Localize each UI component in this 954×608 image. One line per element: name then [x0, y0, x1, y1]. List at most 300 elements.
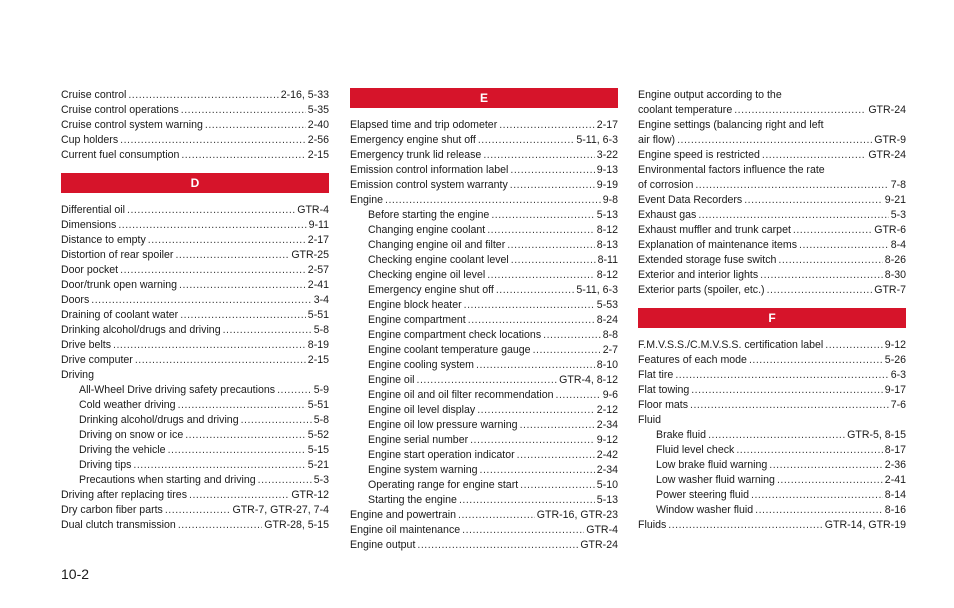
- dot-leader: [459, 493, 595, 508]
- index-entry: [350, 148, 618, 163]
- dot-leader: [511, 253, 596, 268]
- dot-leader: [118, 218, 306, 233]
- index-entry: [638, 428, 906, 443]
- entry-term: Flat towing: [638, 384, 690, 396]
- entry-term: Emergency trunk lid release: [350, 149, 482, 161]
- index-entry: [61, 148, 329, 163]
- entry-term: Distortion of rear spoiler: [61, 249, 174, 261]
- entry-term: Driving on snow or ice: [79, 429, 184, 441]
- index-entry: [638, 458, 906, 473]
- dot-leader: [675, 368, 888, 383]
- entry-term: Emergency engine shut off: [350, 134, 476, 146]
- entry-term: Elapsed time and trip odometer: [350, 119, 498, 131]
- entry-term: Changing engine oil and filter: [368, 239, 506, 251]
- entry-term: Engine and powertrain: [350, 509, 457, 521]
- section-letter-e: E: [350, 88, 618, 108]
- dot-leader: [480, 463, 595, 478]
- dot-leader: [165, 503, 231, 518]
- entry-term: Engine cooling system: [368, 359, 474, 371]
- dot-leader: [189, 488, 289, 503]
- index-entry: [61, 473, 329, 488]
- entry-term: Floor mats: [638, 399, 689, 411]
- index-entry: [350, 238, 618, 253]
- dot-leader: [691, 383, 883, 398]
- entry-page-ref: GTR-4, 8-12: [559, 374, 618, 386]
- dot-leader: [677, 133, 872, 148]
- entry-page-ref: 5-11, 6-3: [576, 134, 618, 146]
- entry-page-ref: 5-13: [596, 209, 618, 221]
- index-entry: [61, 293, 329, 308]
- dot-leader: [223, 323, 312, 338]
- dot-leader: [734, 103, 866, 118]
- entry-term: Driving after replacing tires: [61, 489, 187, 501]
- entry-page-ref: 8-11: [597, 254, 618, 266]
- dot-leader: [458, 508, 535, 523]
- entry-page-ref: GTR-7, GTR-27, 7-4: [232, 504, 329, 516]
- entries-e-cont-1: [638, 103, 906, 118]
- entry-page-ref: 5-8: [313, 324, 329, 336]
- index-entry: [638, 518, 906, 533]
- entry-term: Fluid level check: [656, 444, 735, 456]
- dot-leader: [476, 358, 595, 373]
- index-entry: [61, 278, 329, 293]
- entry-page-ref: 2-17: [596, 119, 618, 131]
- entry-page-ref: 2-40: [307, 119, 329, 131]
- entry-page-ref: 8-19: [307, 339, 329, 351]
- entry-page-ref: 3-4: [313, 294, 329, 306]
- index-entry: [61, 398, 329, 413]
- entry-term: Drinking alcohol/drugs and driving: [61, 324, 221, 336]
- entry-page-ref: 5-51: [307, 309, 329, 321]
- entry-term: Current fuel consumption: [61, 149, 180, 161]
- entry-page-ref: GTR-9: [874, 134, 906, 146]
- entry-page-ref: 8-30: [884, 269, 906, 281]
- entry-term: Dry carbon fiber parts: [61, 504, 163, 516]
- entry-page-ref: 5-35: [307, 104, 329, 116]
- entry-page-ref: 5-51: [307, 399, 329, 411]
- dot-leader: [496, 283, 575, 298]
- dot-leader: [185, 428, 306, 443]
- index-entry: [638, 283, 906, 298]
- entry-page-ref: 8-26: [884, 254, 906, 266]
- entry-page-ref: 8-4: [890, 239, 906, 251]
- entry-page-ref: 5-9: [313, 384, 329, 396]
- entry-term: Exhaust muffler and trunk carpet: [638, 224, 791, 236]
- entries-e: [350, 118, 618, 553]
- entry-page-ref: 9-11: [308, 219, 329, 231]
- entry-page-ref: GTR-6: [874, 224, 906, 236]
- entry-term: Fluids: [638, 519, 667, 531]
- dot-leader: [533, 343, 601, 358]
- index-entry: [638, 443, 906, 458]
- entry-term: Engine speed is restricted: [638, 149, 760, 161]
- entry-page-ref: GTR-16, GTR-23: [536, 509, 618, 521]
- entry-page-ref: 2-7: [602, 344, 618, 356]
- index-entry: [638, 103, 906, 118]
- entry-page-ref: GTR-28, 5-15: [264, 519, 329, 531]
- dot-leader: [478, 133, 575, 148]
- entry-page-ref: 5-52: [307, 429, 329, 441]
- entry-page-ref: 2-36: [884, 459, 906, 471]
- entry-page-ref: 8-8: [602, 329, 618, 341]
- entry-term: Differential oil: [61, 204, 125, 216]
- index-entry: [638, 223, 906, 238]
- dot-leader: [113, 338, 306, 353]
- entry-term: Drinking alcohol/drugs and driving: [79, 414, 239, 426]
- index-entry: [61, 133, 329, 148]
- entry-term: Engine output: [350, 539, 416, 551]
- entry-page-ref: 5-26: [884, 354, 906, 366]
- entry-page-ref: GTR-4: [297, 204, 329, 216]
- entry-page-ref: 5-53: [596, 299, 618, 311]
- dot-leader: [487, 268, 595, 283]
- entry-term: Engine compartment check locations: [368, 329, 542, 341]
- index-entry: [638, 383, 906, 398]
- entry-page-ref: 5-21: [307, 459, 329, 471]
- entry-term: Low brake fluid warning: [656, 459, 768, 471]
- index-entry: [350, 508, 618, 523]
- index-entry: [61, 323, 329, 338]
- entry-term: Window washer fluid: [656, 504, 754, 516]
- entry-term: Flat tire: [638, 369, 674, 381]
- index-entry: [350, 448, 618, 463]
- entry-term: Doors: [61, 294, 90, 306]
- index-entry: [350, 193, 618, 208]
- entry-term: Draining of coolant water: [61, 309, 179, 321]
- index-entry: [61, 118, 329, 133]
- dot-leader: [464, 298, 595, 313]
- entry-term: Exhaust gas: [638, 209, 697, 221]
- entry-page-ref: 5-13: [596, 494, 618, 506]
- index-entry: [350, 373, 618, 388]
- entry-term: coolant temperature: [638, 104, 733, 116]
- index-entry: [61, 308, 329, 323]
- entry-term: Engine oil: [368, 374, 415, 386]
- index-entry: [61, 218, 329, 233]
- dot-leader: [241, 413, 312, 428]
- entry-page-ref: 5-10: [596, 479, 618, 491]
- index-entry: [350, 313, 618, 328]
- dot-leader: [462, 523, 584, 538]
- index-entry: [350, 493, 618, 508]
- entry-term: of corrosion: [638, 179, 694, 191]
- entry-term: Engine oil and oil filter recommendation: [368, 389, 554, 401]
- dot-leader: [507, 238, 595, 253]
- dot-leader: [127, 203, 295, 218]
- index-entry: [350, 268, 618, 283]
- entry-term: Before starting the engine: [368, 209, 490, 221]
- entry-term: Changing engine coolant: [368, 224, 486, 236]
- entry-page-ref: 5-11, 6-3: [576, 284, 618, 296]
- entry-page-ref: 3-22: [596, 149, 618, 161]
- entry-page-ref: 5-15: [307, 444, 329, 456]
- entry-page-ref: 2-41: [307, 279, 329, 291]
- dot-leader: [385, 193, 601, 208]
- entry-term: Exterior parts (spoiler, etc.): [638, 284, 765, 296]
- index-entry: [638, 503, 906, 518]
- dot-leader: [556, 388, 601, 403]
- entry-page-ref: 9-8: [602, 194, 618, 206]
- index-column-1: [61, 88, 329, 533]
- entry-page-ref: GTR-25: [291, 249, 329, 261]
- entry-term: Cruise control: [61, 89, 127, 101]
- dot-leader: [751, 488, 883, 503]
- index-entry: [350, 253, 618, 268]
- dot-leader: [91, 293, 311, 308]
- index-entry: [61, 88, 329, 103]
- entry-term: Dimensions: [61, 219, 117, 231]
- entry-page-ref: 9-21: [884, 194, 906, 206]
- entry-page-ref: 8-16: [884, 504, 906, 516]
- dot-leader: [793, 223, 872, 238]
- index-entry: [61, 103, 329, 118]
- index-entry: [350, 298, 618, 313]
- dot-leader: [205, 118, 306, 133]
- entry-term: Extended storage fuse switch: [638, 254, 777, 266]
- entry-page-ref: 2-15: [307, 354, 329, 366]
- index-entry: [350, 358, 618, 373]
- dot-leader: [258, 473, 312, 488]
- entry-page-ref: GTR-24: [580, 539, 618, 551]
- entry-term: Distance to empty: [61, 234, 146, 246]
- entry-page-ref: GTR-24: [868, 149, 906, 161]
- entries-e-cont-3: [638, 178, 906, 298]
- index-entry: [61, 248, 329, 263]
- dot-leader: [491, 208, 594, 223]
- index-entry: [638, 178, 906, 193]
- entry-page-ref: 2-16, 5-33: [280, 89, 329, 101]
- entry-term: Cruise control system warning: [61, 119, 203, 131]
- index-entry: [638, 338, 906, 353]
- dot-leader: [698, 208, 888, 223]
- index-entry: [61, 203, 329, 218]
- dot-leader: [178, 398, 306, 413]
- index-entry: [350, 418, 618, 433]
- entry-term: Cruise control operations: [61, 104, 179, 116]
- index-entry: [350, 283, 618, 298]
- entry-page-ref: 5-3: [890, 209, 906, 221]
- dot-leader: [181, 103, 306, 118]
- entry-term: Cold weather driving: [79, 399, 176, 411]
- entry-term: F.M.V.S.S./C.M.V.S.S. certification label: [638, 339, 824, 351]
- index-entry: [638, 368, 906, 383]
- dot-leader: [520, 478, 595, 493]
- dot-leader: [760, 268, 883, 283]
- index-entry: [61, 263, 329, 278]
- dot-leader: [777, 473, 883, 488]
- entry-term: Driving the vehicle: [79, 444, 166, 456]
- index-entry: [61, 443, 329, 458]
- entry-term: Engine serial number: [368, 434, 469, 446]
- dot-leader: [178, 518, 262, 533]
- entry-page-ref: 2-42: [596, 449, 618, 461]
- entry-term: Checking engine coolant level: [368, 254, 509, 266]
- entry-term: Engine block heater: [368, 299, 462, 311]
- entry-page-ref: GTR-12: [291, 489, 329, 501]
- entry-page-ref: 7-8: [890, 179, 906, 191]
- entry-term: Emergency engine shut off: [368, 284, 494, 296]
- dot-leader: [168, 443, 306, 458]
- index-entry-heading: Engine output according to the: [638, 89, 782, 101]
- dot-leader: [417, 538, 578, 553]
- entry-page-ref: GTR-5, 8-15: [847, 429, 906, 441]
- entry-page-ref: 2-34: [596, 464, 618, 476]
- index-entry: [638, 268, 906, 283]
- index-entry: [638, 488, 906, 503]
- entry-page-ref: 2-56: [307, 134, 329, 146]
- index-entry: [638, 253, 906, 268]
- dot-leader: [120, 133, 306, 148]
- entry-page-ref: 8-13: [596, 239, 618, 251]
- dot-leader: [148, 233, 306, 248]
- index-entry: [350, 523, 618, 538]
- entry-page-ref: 9-12: [596, 434, 618, 446]
- index-entry: [638, 398, 906, 413]
- dot-leader: [179, 278, 306, 293]
- entry-page-ref: 9-6: [602, 389, 618, 401]
- entry-page-ref: 2-41: [884, 474, 906, 486]
- index-entry: [638, 473, 906, 488]
- section-letter-d: D: [61, 173, 329, 193]
- index-entry: [350, 328, 618, 343]
- dot-leader: [799, 238, 889, 253]
- entry-term: Drive computer: [61, 354, 133, 366]
- index-entry: [350, 178, 618, 193]
- index-entry: [638, 133, 906, 148]
- entry-page-ref: 9-13: [596, 164, 618, 176]
- dot-leader: [744, 193, 883, 208]
- entry-term: Emission control system warranty: [350, 179, 508, 191]
- dot-leader: [778, 253, 882, 268]
- entry-term: Engine compartment: [368, 314, 466, 326]
- entry-page-ref: 2-15: [307, 149, 329, 161]
- entries-f: [638, 338, 906, 533]
- dot-leader: [468, 313, 595, 328]
- entry-term: Cup holders: [61, 134, 119, 146]
- index-entry: [61, 353, 329, 368]
- dot-leader: [708, 428, 845, 443]
- index-entry: [61, 503, 329, 518]
- entry-term: Engine: [350, 194, 383, 206]
- entry-term: Exterior and interior lights: [638, 269, 759, 281]
- dot-leader: [517, 448, 595, 463]
- index-entry: [61, 413, 329, 428]
- index-column-2: [350, 88, 618, 553]
- index-entry: [61, 458, 329, 473]
- entry-term: Operating range for engine start: [368, 479, 519, 491]
- dot-leader: [483, 148, 594, 163]
- index-column-3: [638, 88, 906, 533]
- entry-term: Door/trunk open warning: [61, 279, 178, 291]
- dot-leader: [510, 178, 595, 193]
- dot-leader: [690, 398, 889, 413]
- dot-leader: [470, 433, 595, 448]
- entry-page-ref: 8-14: [884, 489, 906, 501]
- entries-e-cont-2: [638, 133, 906, 163]
- dot-leader: [736, 443, 882, 458]
- entry-term: Engine oil low pressure warning: [368, 419, 518, 431]
- entry-page-ref: 5-8: [313, 414, 329, 426]
- index-entry: [350, 118, 618, 133]
- entry-term: Features of each mode: [638, 354, 747, 366]
- page-number: 10-2: [61, 566, 90, 582]
- index-entry: [61, 518, 329, 533]
- index-entry: [350, 463, 618, 478]
- index-entry: [638, 238, 906, 253]
- entry-page-ref: 8-12: [596, 269, 618, 281]
- dot-leader: [277, 383, 312, 398]
- entry-term: Emission control information label: [350, 164, 509, 176]
- index-entry: [350, 223, 618, 238]
- entry-term: All-Wheel Drive driving safety precautions: [79, 384, 276, 396]
- index-entry: [350, 163, 618, 178]
- entry-term: Engine system warning: [368, 464, 478, 476]
- entry-page-ref: 2-34: [596, 419, 618, 431]
- entry-term: Door pocket: [61, 264, 119, 276]
- dot-leader: [767, 283, 873, 298]
- index-entry: [638, 413, 906, 428]
- index-entry: [350, 388, 618, 403]
- entry-page-ref: 6-3: [890, 369, 906, 381]
- entry-term: Explanation of maintenance items: [638, 239, 797, 251]
- entry-page-ref: 8-17: [884, 444, 906, 456]
- index-entry: [350, 538, 618, 553]
- index-entry-heading: Engine settings (balancing right and left: [638, 119, 824, 131]
- entry-page-ref: 8-10: [596, 359, 618, 371]
- dot-leader: [762, 148, 866, 163]
- dot-leader: [175, 248, 289, 263]
- entry-term: Power steering fluid: [656, 489, 750, 501]
- entry-page-ref: GTR-24: [868, 104, 906, 116]
- entry-page-ref: 2-17: [307, 234, 329, 246]
- index-entry: [350, 208, 618, 223]
- index-entry: [350, 478, 618, 493]
- entry-term: Low washer fluid warning: [656, 474, 775, 486]
- dot-leader: [543, 328, 601, 343]
- index-entry-heading: Environmental factors influence the rate: [638, 164, 825, 176]
- index-entry: [638, 193, 906, 208]
- dot-leader: [825, 338, 883, 353]
- entry-term: air flow): [638, 134, 676, 146]
- entry-page-ref: 8-12: [596, 224, 618, 236]
- entry-page-ref: 9-19: [596, 179, 618, 191]
- dot-leader: [180, 308, 306, 323]
- dot-leader: [133, 458, 305, 473]
- entry-page-ref: 8-24: [596, 314, 618, 326]
- dot-leader: [755, 503, 883, 518]
- entries-c: [61, 88, 329, 163]
- entry-term: Fluid: [638, 414, 661, 426]
- index-entry: [61, 233, 329, 248]
- entry-page-ref: GTR-7: [874, 284, 906, 296]
- index-entry: [61, 383, 329, 398]
- dot-leader: [487, 223, 595, 238]
- index-entry: [638, 353, 906, 368]
- index-entry: [350, 433, 618, 448]
- index-entry: [638, 148, 906, 163]
- entry-term: Dual clutch transmission: [61, 519, 176, 531]
- entry-page-ref: 7-6: [890, 399, 906, 411]
- entry-page-ref: 2-12: [596, 404, 618, 416]
- entry-term: Precautions when starting and driving: [79, 474, 256, 486]
- entry-page-ref: 2-57: [307, 264, 329, 276]
- index-entry: [638, 208, 906, 223]
- index-entry: [61, 488, 329, 503]
- dot-leader: [128, 88, 278, 103]
- dot-leader: [135, 353, 306, 368]
- entry-page-ref: 9-17: [884, 384, 906, 396]
- entry-page-ref: 9-12: [884, 339, 906, 351]
